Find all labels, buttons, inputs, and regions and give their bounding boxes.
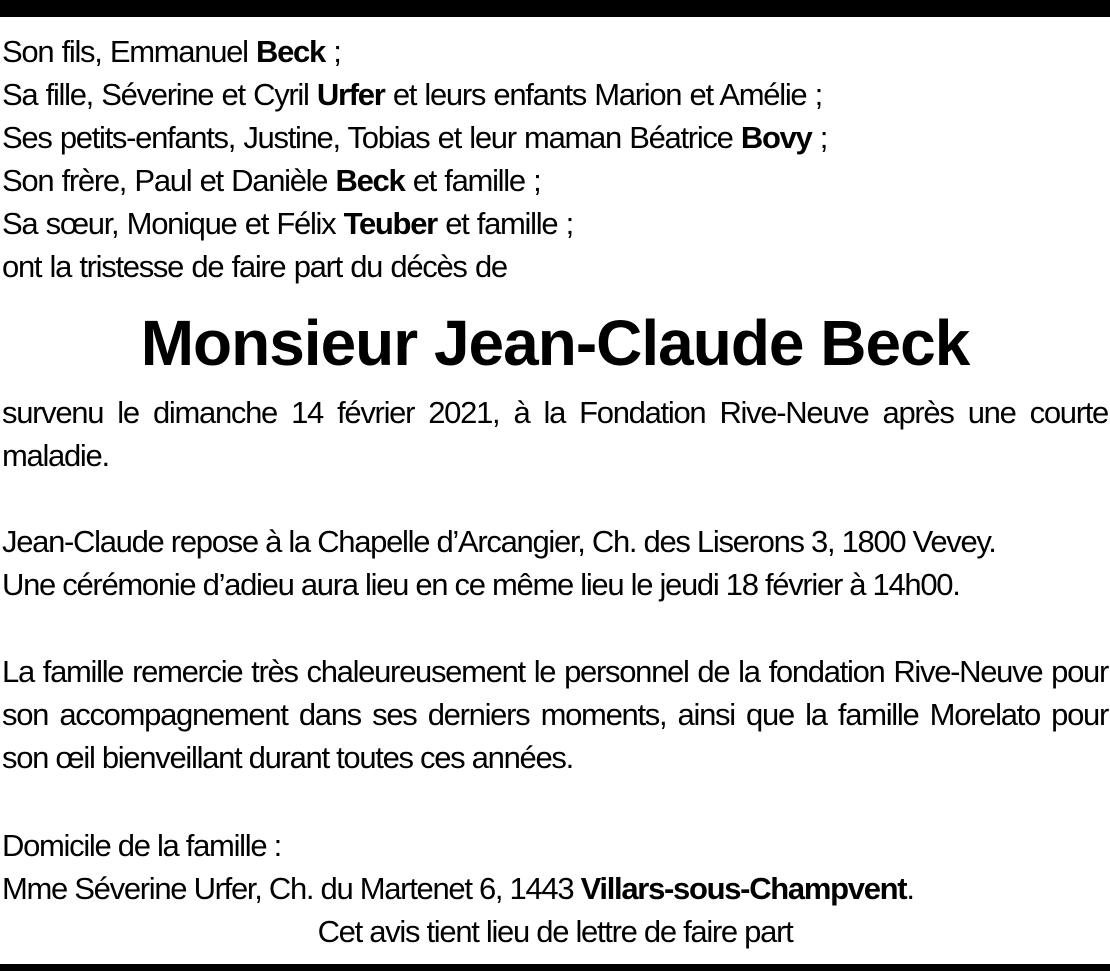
family-line-sister xyxy=(2,202,1108,245)
domicile-label: Domicile de la famille : xyxy=(2,828,281,863)
top-border-rule xyxy=(0,0,1110,17)
family-line-text: Son frère, Paul et Danièle xyxy=(2,163,336,198)
family-surname: Teuber xyxy=(343,206,437,241)
domicile-block xyxy=(2,824,1108,953)
family-line-text: Sa sœur, Monique et Félix xyxy=(2,206,344,241)
intro-line: ont la tristesse de faire part du décès de xyxy=(2,249,507,284)
family-line-text: ; xyxy=(811,120,828,155)
family-line-text: et famille ; xyxy=(436,206,573,241)
family-line-brother xyxy=(2,159,1108,202)
family-line-grandchildren xyxy=(2,116,1108,159)
family-line-son xyxy=(2,30,1108,73)
ceremony-line: Une cérémonie d’adieu aura lieu en ce même lieu le jeudi 18 février à 14h00. xyxy=(2,567,960,602)
family-surname: Urfer xyxy=(316,77,385,112)
family-line-text: et famille ; xyxy=(404,163,541,198)
domicile-address xyxy=(2,867,1108,910)
thanks-paragraph: La famille remercie très chaleureusement le personnel de la fondation Rive-Neuve pour son accompagnement dans ses derniers moments, ainsi que la famille Morelato pour son œil bienveillant durant toutes ces années. xyxy=(2,654,1108,775)
family-line-text: Son fils, Emmanuel xyxy=(2,34,256,69)
domicile-address-text: Mme Séverine Urfer, Ch. du Martenet 6, 1443 xyxy=(2,871,581,906)
family-list xyxy=(2,30,1108,288)
bottom-border-rule xyxy=(0,964,1110,971)
death-paragraph: survenu le dimanche 14 février 2021, à la Fondation Rive-Neuve après une courte maladie. xyxy=(2,395,1108,473)
family-line-text: et leurs enfants Marion et Amélie ; xyxy=(384,77,822,112)
arrangements-block xyxy=(2,520,1108,606)
family-line-text: Sa fille, Séverine et Cyril xyxy=(2,77,317,112)
closing-note: Cet avis tient lieu de lettre de faire part xyxy=(317,914,793,949)
domicile-place: Villars-sous-Champvent xyxy=(580,871,907,906)
deceased-name-heading: Monsieur Jean-Claude Beck xyxy=(140,307,970,379)
repose-line: Jean-Claude repose à la Chapelle d’Arcangier, Ch. des Liserons 3, 1800 Vevey. xyxy=(2,524,996,559)
family-line-daughter xyxy=(2,73,1108,116)
family-line-text: ; xyxy=(324,34,341,69)
family-surname: Beck xyxy=(255,34,325,69)
family-surname: Beck xyxy=(335,163,405,198)
family-surname: Bovy xyxy=(740,120,812,155)
family-line-text: Ses petits-enfants, Justine, Tobias et leur maman Béatrice xyxy=(2,120,741,155)
domicile-address-text: . xyxy=(906,871,914,906)
